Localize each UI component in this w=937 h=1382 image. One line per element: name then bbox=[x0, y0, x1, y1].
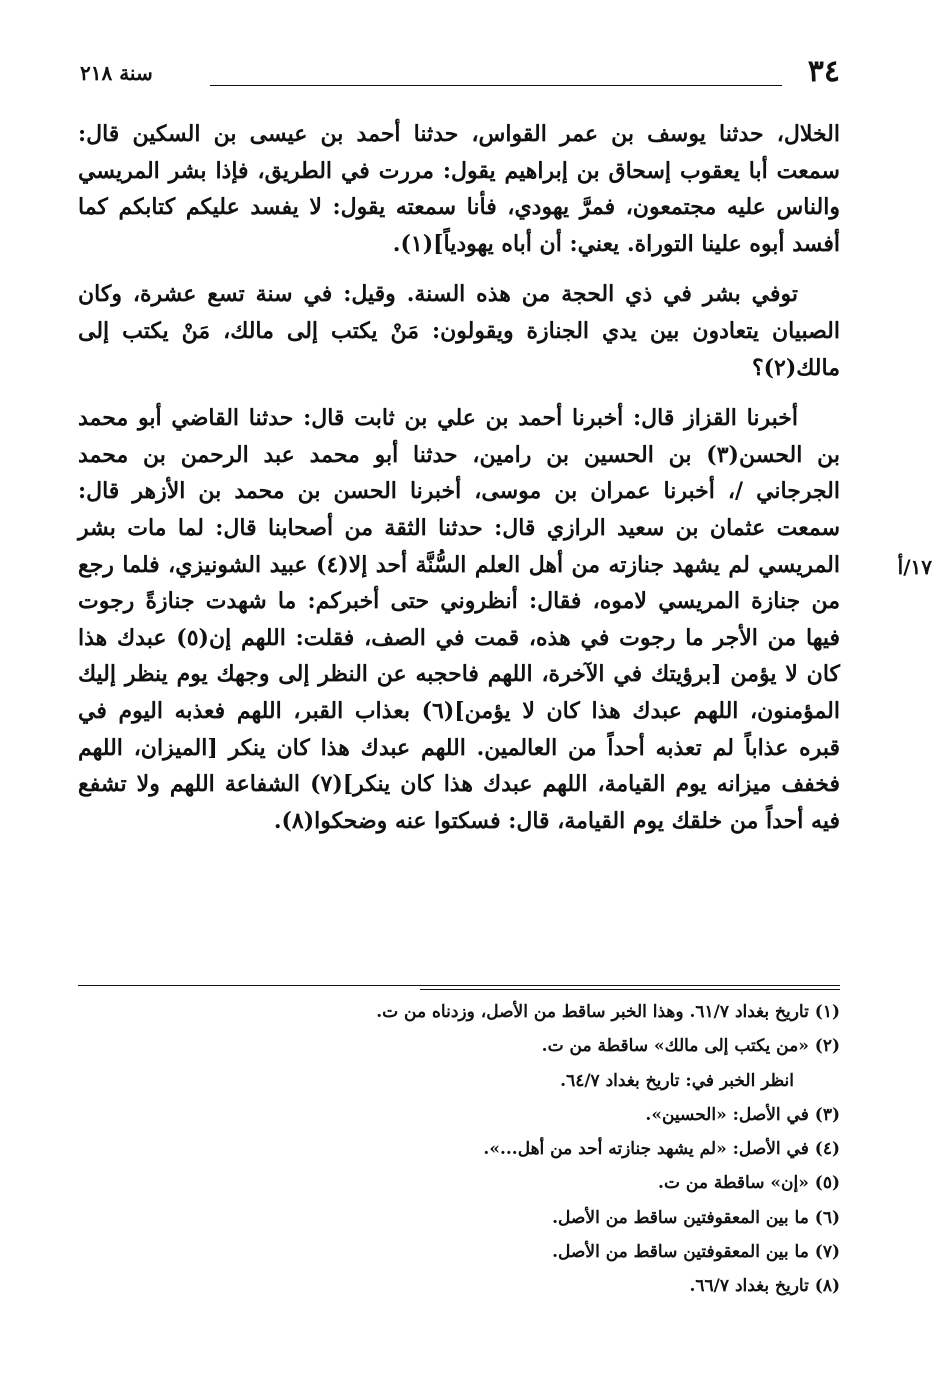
footnote-7: (٧) ما بين المعقوفتين ساقط من الأصل. bbox=[552, 1242, 840, 1263]
footnote-4: (٤) في الأصل: «لم يشهد جنازته أحد من أهل...». bbox=[483, 1139, 840, 1160]
paragraph-3: أخبرنا القزاز قال: أخبرنا أحمد بن علي بن ثابت قال: حدثنا القاضي أبو محمد بن الحسن(٣) بن الحسين بن رامين، حدثنا أبو محمد عبد الرحمن بن محمد الجرجاني /، أخبرنا عمران بن موسى، أخبرنا الحسن بن محمد بن الأزهر قال: سمعت عثمان بن سعيد الرازي قال: حدثنا الثقة من أصحابنا قال: لما مات بشر المريسي لم يشهد جنازته من أهل العلم السُّنَّة أحد إلا(٤) عبيد الشونيزي، فلما رجع من جنازة المريسي لاموه، فقال: أنظروني حتى أخبركم: ما شهدت جنازةً رجوت فيها من الأجر ما رجوت في هذه، قمت في الصف، فقلت: اللهم إن(٥) عبدك هذا كان لا يؤمن [برؤيتك في الآخرة، اللهم فاحجبه عن النظر إلى وجهك يوم ينظر إليك المؤمنون، اللهم عبدك هذا كان لا يؤمن](٦) بعذاب القبر، اللهم فعذبه اليوم في قبره عذاباً لم تعذبه أحداً من العالمين. اللهم عبدك هذا كان ينكر [الميزان، اللهم فخفف ميزانه يوم القيامة، اللهم عبدك هذا كان ينكر](٧) الشفاعة اللهم ولا تشفع فيه أحداً من خلقك يوم القيامة، قال: فسكتوا عنه وضحكوا(٨). bbox=[78, 405, 840, 834]
footnote-6: (٦) ما بين المعقوفتين ساقط من الأصل. bbox=[552, 1207, 840, 1228]
footnotes bbox=[78, 995, 840, 1304]
page-header bbox=[80, 52, 840, 96]
footnote-8: (٨) تاريخ بغداد ٦٦/٧. bbox=[689, 1276, 840, 1297]
page-number: ٣٤ bbox=[807, 54, 840, 89]
running-title: سنة ٢١٨ bbox=[80, 61, 153, 85]
footnote-1: (١) تاريخ بغداد ٦١/٧. وهذا الخبر ساقط من الأصل، وزدناه من ت. bbox=[376, 1002, 840, 1022]
header-rule bbox=[210, 85, 782, 86]
main-text bbox=[78, 116, 840, 853]
margin-folio-reference: ١٧/أ bbox=[897, 555, 932, 579]
footnote-rule-short bbox=[420, 989, 840, 990]
footnote-3: (٣) في الأصل: «الحسين». bbox=[645, 1104, 840, 1125]
paragraph-1: الخلال، حدثنا يوسف بن عمر القواس، حدثنا أحمد بن عيسى بن السكين قال: سمعت أبا يعقوب إسحاق بن إبراهيم يقول: مررت في الطريق، فإذا بشر المريسي والناس عليه مجتمعون، فمرَّ يهودي، فأنا سمعته يقول: لا يفسد عليكم كتابكم كما أفسد أبوه علينا التوراة. يعني: أن أباه يهودياً](١). bbox=[78, 121, 840, 257]
footnote-2: (٢) «من يكتب إلى مالك» ساقطة من ت. bbox=[541, 1036, 840, 1057]
footnote-5: (٥) «إن» ساقطة من ت. bbox=[658, 1173, 840, 1194]
paragraph-2: توفي بشر في ذي الحجة من هذه السنة. وقيل: في سنة تسع عشرة، وكان الصبيان يتعادون بين يدي الجنازة ويقولون: مَنْ يكتب إلى مالك، مَنْ يكتب إلى مالك(٢)؟ bbox=[78, 281, 840, 381]
footnote-rule-long bbox=[78, 985, 840, 986]
footnote-2-continuation: انظر الخبر في: تاريخ بغداد ٦٤/٧. bbox=[560, 1070, 794, 1091]
footnote-separator bbox=[78, 985, 840, 989]
